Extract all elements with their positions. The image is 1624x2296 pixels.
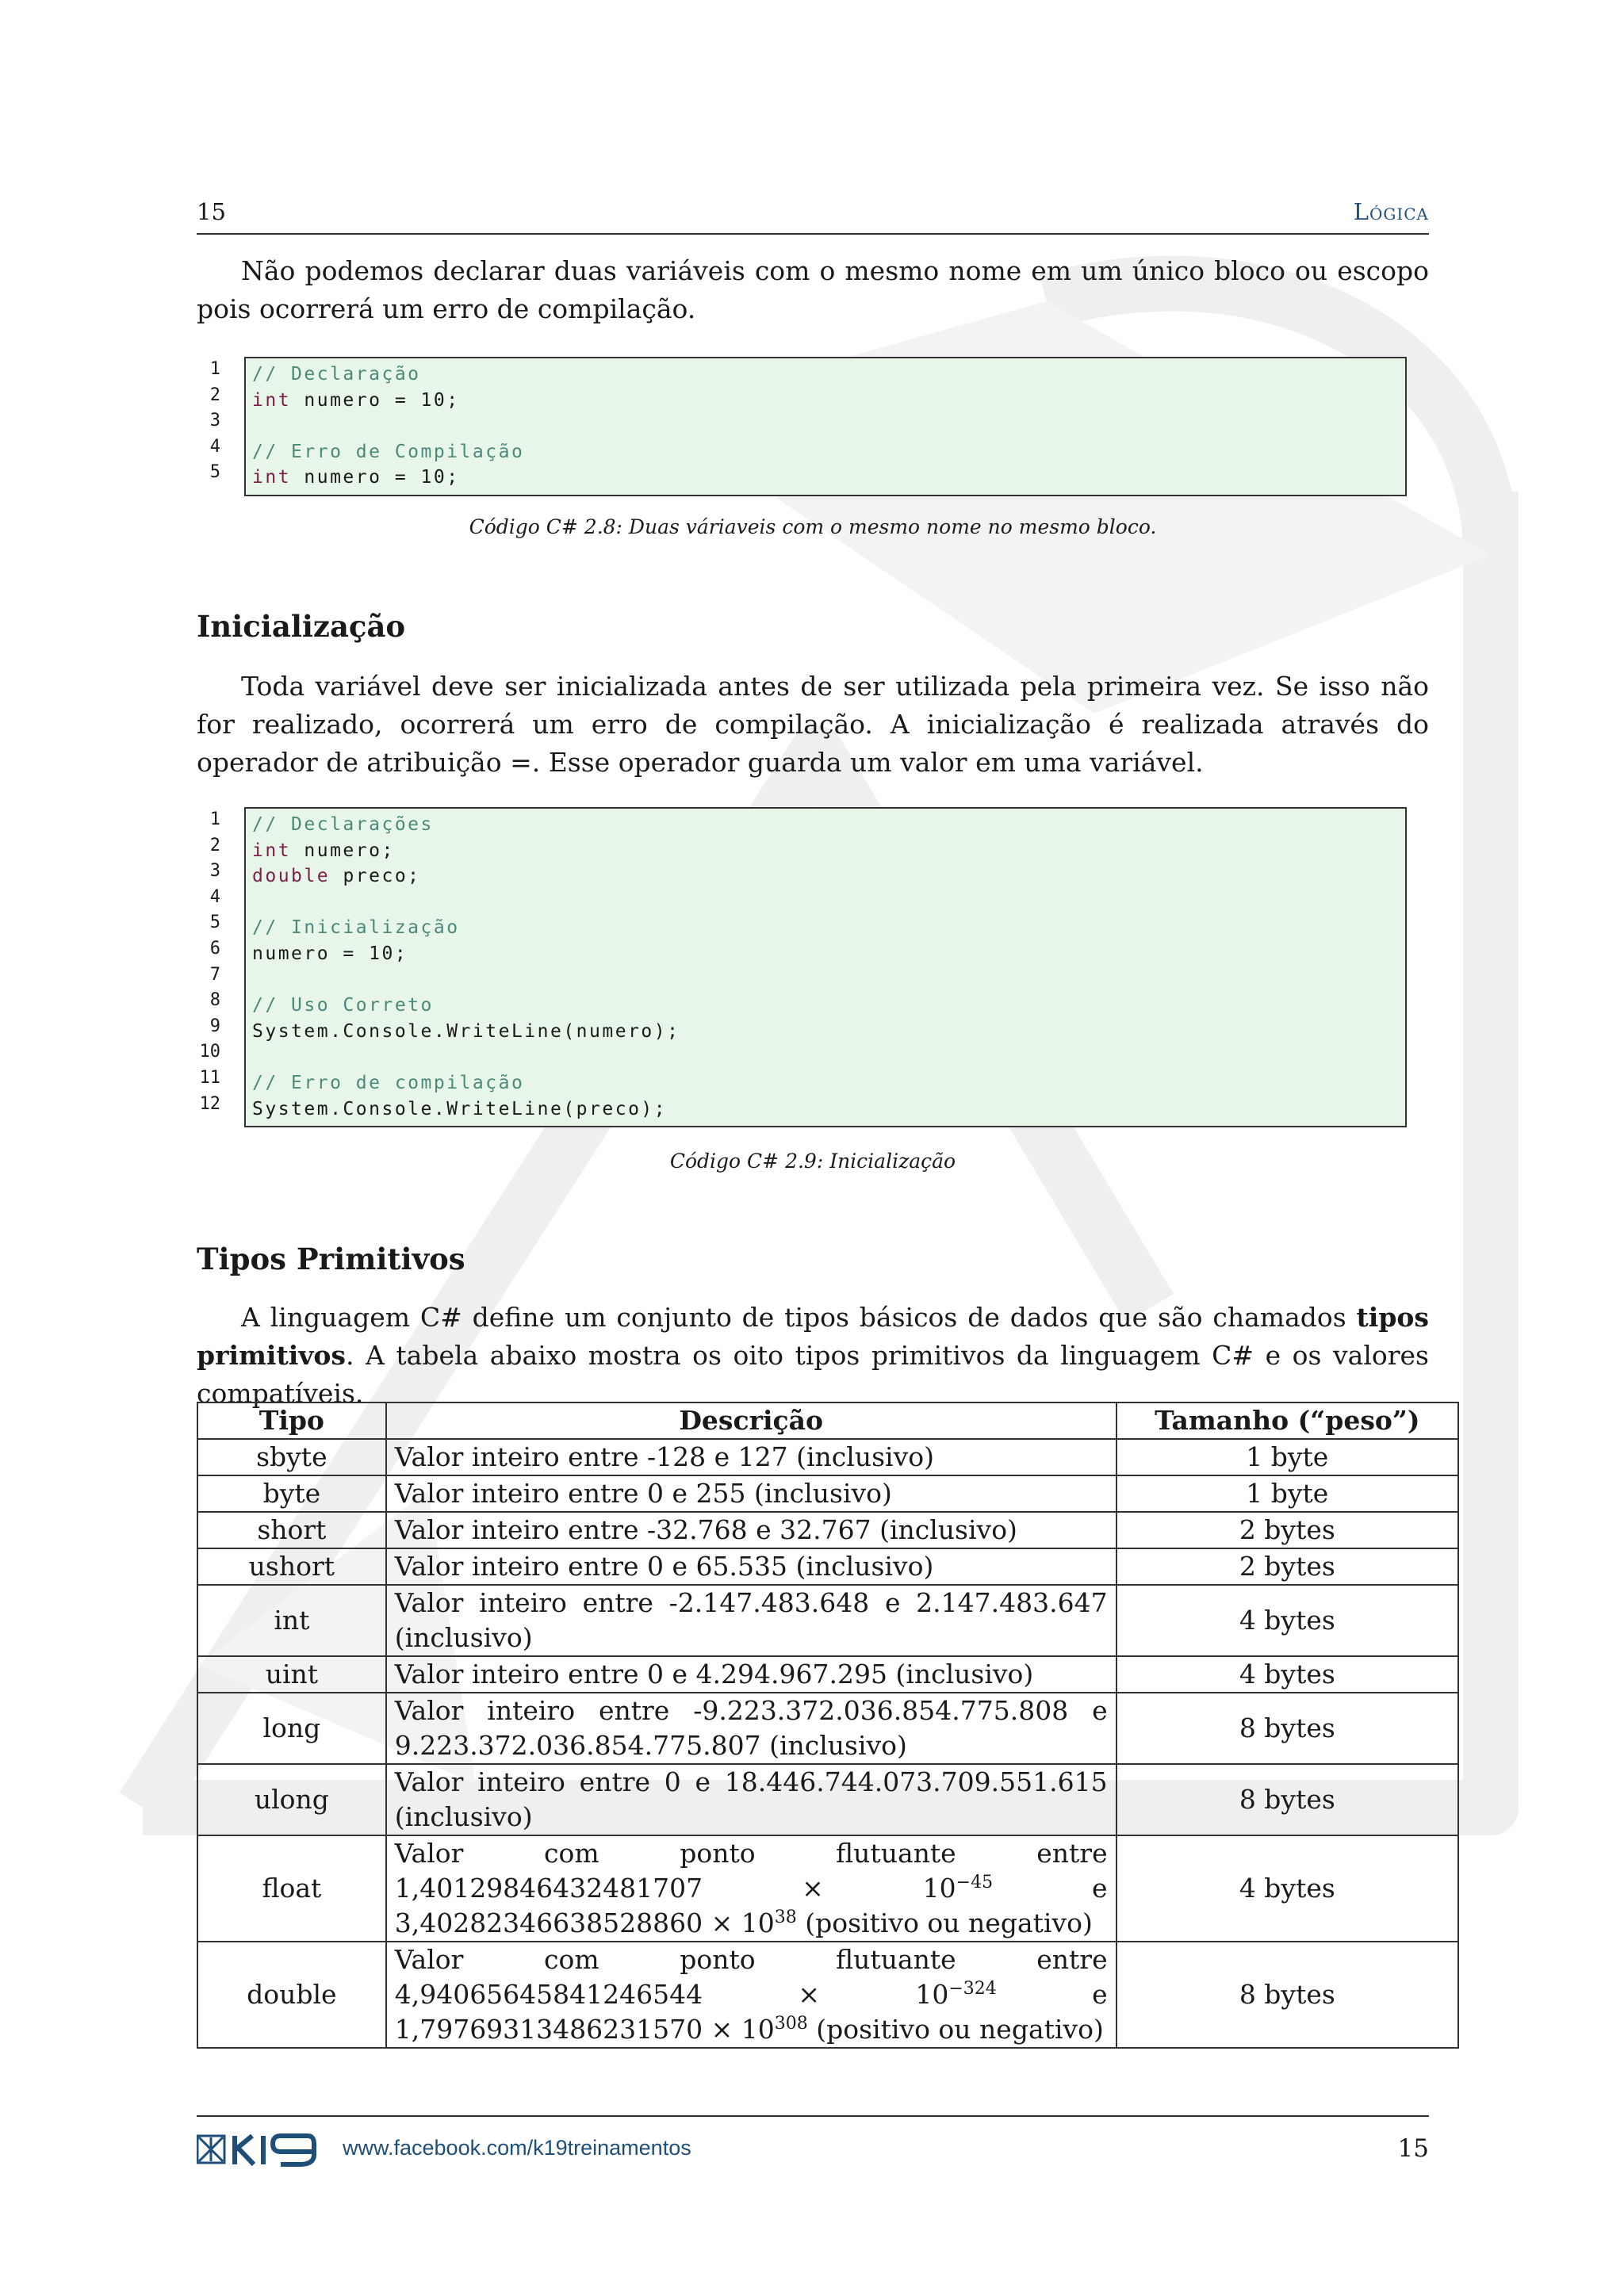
description-cell: Valor inteiro entre -2.147.483.648 e 2.147.483.647 (inclusivo): [386, 1585, 1116, 1656]
column-header: Tamanho (“peso”): [1116, 1402, 1458, 1439]
code-caption-1: Código C# 2.8: Duas váriaveis com o mesmo nome no mesmo bloco.: [469, 515, 1157, 538]
code-line: // Uso Correto: [252, 995, 434, 1016]
code-box: [244, 357, 1407, 496]
line-number: 5: [209, 913, 220, 933]
line-number: 2: [209, 835, 220, 855]
line-number: 10: [199, 1042, 220, 1062]
description-cell: Valor inteiro entre 0 e 4.294.967.295 (inclusivo): [386, 1656, 1116, 1693]
code-line: numero = 10;: [252, 943, 408, 964]
primitive-types-table: [197, 1402, 1459, 2049]
description-cell: Valor com ponto flutuante entre $1,40129846432481707 \times 10^{-45}$ e $3,40282346638528860 \times 10^{38}$ (positivo ou negativo): [386, 1835, 1116, 1942]
table-row: [197, 1835, 1458, 1942]
init-paragraph: [197, 668, 1429, 782]
code-line: // Erro de compilação: [252, 1072, 525, 1093]
column-header: Descrição: [386, 1402, 1116, 1439]
line-number: 6: [209, 938, 220, 959]
type-cell: ushort: [197, 1548, 386, 1585]
table-row: [197, 1512, 1458, 1548]
line-number: 1: [209, 359, 220, 379]
table-row: [197, 1764, 1458, 1835]
description-cell: Valor inteiro entre -9.223.372.036.854.775.808 e 9.223.372.036.854.775.807 (inclusivo): [386, 1693, 1116, 1764]
description-cell: Valor inteiro entre 0 e 65.535 (inclusivo): [386, 1548, 1116, 1585]
facebook-link[interactable]: www.facebook.com/k19treinamentos: [343, 2136, 691, 2160]
line-number: 3: [209, 861, 220, 882]
line-number: 1: [209, 809, 220, 829]
code-line: int numero = 10;: [252, 389, 460, 411]
size-cell: 1 byte: [1116, 1475, 1458, 1512]
description-cell: Valor inteiro entre -128 e 127 (inclusivo): [386, 1439, 1116, 1475]
type-cell: int: [197, 1585, 386, 1656]
paragraph-text: Toda variável deve ser inicializada antes de ser utilizada pela primeira vez. Se isso não for realizado, ocorrerá um erro de compilação. A inicialização é realizada através do operador de atribuição =. Esse operador guarda um valor em uma variável.: [197, 671, 1429, 778]
table-header-row: [197, 1402, 1458, 1439]
line-number: 9: [209, 1016, 220, 1036]
line-number: 11: [199, 1067, 220, 1088]
section-title-inicializacao: Inicialização: [197, 609, 406, 644]
description-cell: Valor inteiro entre 0 e 255 (inclusivo): [386, 1475, 1116, 1512]
size-cell: 8 bytes: [1116, 1764, 1458, 1835]
k19-logo: [197, 2133, 324, 2168]
column-header: Tipo: [197, 1402, 386, 1439]
table-row: [197, 1585, 1458, 1656]
paragraph-text: A linguagem C# define um conjunto de tipos básicos de dados que são chamados tipos primitivos. A tabela abaixo mostra os oito tipos primitivos da linguagem C# e os valores compatíveis.: [197, 1302, 1429, 1409]
description-cell: Valor inteiro entre -32.768 e 32.767 (inclusivo): [386, 1512, 1116, 1548]
size-cell: 4 bytes: [1116, 1656, 1458, 1693]
code-line: // Erro de Compilação: [252, 441, 525, 462]
section-title-tipos-primitivos: Tipos Primitivos: [197, 1242, 465, 1276]
bold-term: tipos primitivos: [197, 1302, 1429, 1371]
code-listing-2: [197, 807, 1410, 1127]
types-paragraph: [197, 1299, 1429, 1413]
line-number: 7: [209, 964, 220, 985]
table-row: [197, 1942, 1458, 2048]
line-number: 5: [209, 462, 220, 483]
line-numbers: [197, 357, 220, 486]
table-row: [197, 1548, 1458, 1585]
code-line: int numero = 10;: [252, 467, 460, 488]
type-cell: ulong: [197, 1764, 386, 1835]
code-line: [252, 967, 1399, 993]
page-header: [197, 198, 1429, 235]
header-page-number: 15: [197, 198, 226, 225]
line-number: 8: [209, 990, 220, 1011]
code-line: // Declaração: [252, 364, 421, 385]
code-line: System.Console.WriteLine(preco);: [252, 1098, 668, 1119]
line-number: 12: [199, 1093, 220, 1114]
size-cell: 2 bytes: [1116, 1548, 1458, 1585]
line-numbers: [197, 807, 220, 1117]
line-number: 4: [209, 886, 220, 907]
line-number: 3: [209, 411, 220, 431]
table-row: [197, 1693, 1458, 1764]
code-listing-1: [197, 357, 1410, 496]
type-cell: short: [197, 1512, 386, 1548]
type-cell: uint: [197, 1656, 386, 1693]
code-line: [252, 890, 1399, 916]
size-cell: 4 bytes: [1116, 1585, 1458, 1656]
chapter-title: Lógica: [1353, 198, 1429, 225]
size-cell: 4 bytes: [1116, 1835, 1458, 1942]
code-caption-2: Código C# 2.9: Inicialização: [669, 1150, 956, 1173]
type-cell: sbyte: [197, 1439, 386, 1475]
code-line: // Declarações: [252, 814, 434, 835]
size-cell: 8 bytes: [1116, 1942, 1458, 2048]
description-cell: Valor inteiro entre 0 e 18.446.744.073.709.551.615 (inclusivo): [386, 1764, 1116, 1835]
size-cell: 8 bytes: [1116, 1693, 1458, 1764]
code-line: // Inicialização: [252, 917, 460, 939]
code-line: int numero;: [252, 840, 395, 861]
footer-page-number: 15: [1397, 2134, 1429, 2163]
type-cell: long: [197, 1693, 386, 1764]
table-row: [197, 1656, 1458, 1693]
type-cell: double: [197, 1942, 386, 2048]
code-line: [252, 413, 1399, 439]
line-number: 4: [209, 436, 220, 457]
paragraph-text: Não podemos declarar duas variáveis com o mesmo nome em um único bloco ou escopo pois ocorrerá um erro de compilação.: [197, 255, 1429, 324]
size-cell: 1 byte: [1116, 1439, 1458, 1475]
code-line: [252, 1044, 1399, 1070]
code-line: System.Console.WriteLine(numero);: [252, 1020, 680, 1042]
table-row: [197, 1439, 1458, 1475]
code-box: [244, 807, 1407, 1127]
type-cell: float: [197, 1835, 386, 1942]
page-footer: [197, 2115, 1429, 2180]
line-number: 2: [209, 385, 220, 405]
intro-paragraph: [197, 252, 1429, 328]
table-row: [197, 1475, 1458, 1512]
size-cell: 2 bytes: [1116, 1512, 1458, 1548]
type-cell: byte: [197, 1475, 386, 1512]
code-line: double preco;: [252, 866, 421, 887]
description-cell: Valor com ponto flutuante entre $4,94065645841246544 \times 10^{-324}$ e $1,79769313486231570 \times 10^{308}$ (positivo ou negativo): [386, 1942, 1116, 2048]
